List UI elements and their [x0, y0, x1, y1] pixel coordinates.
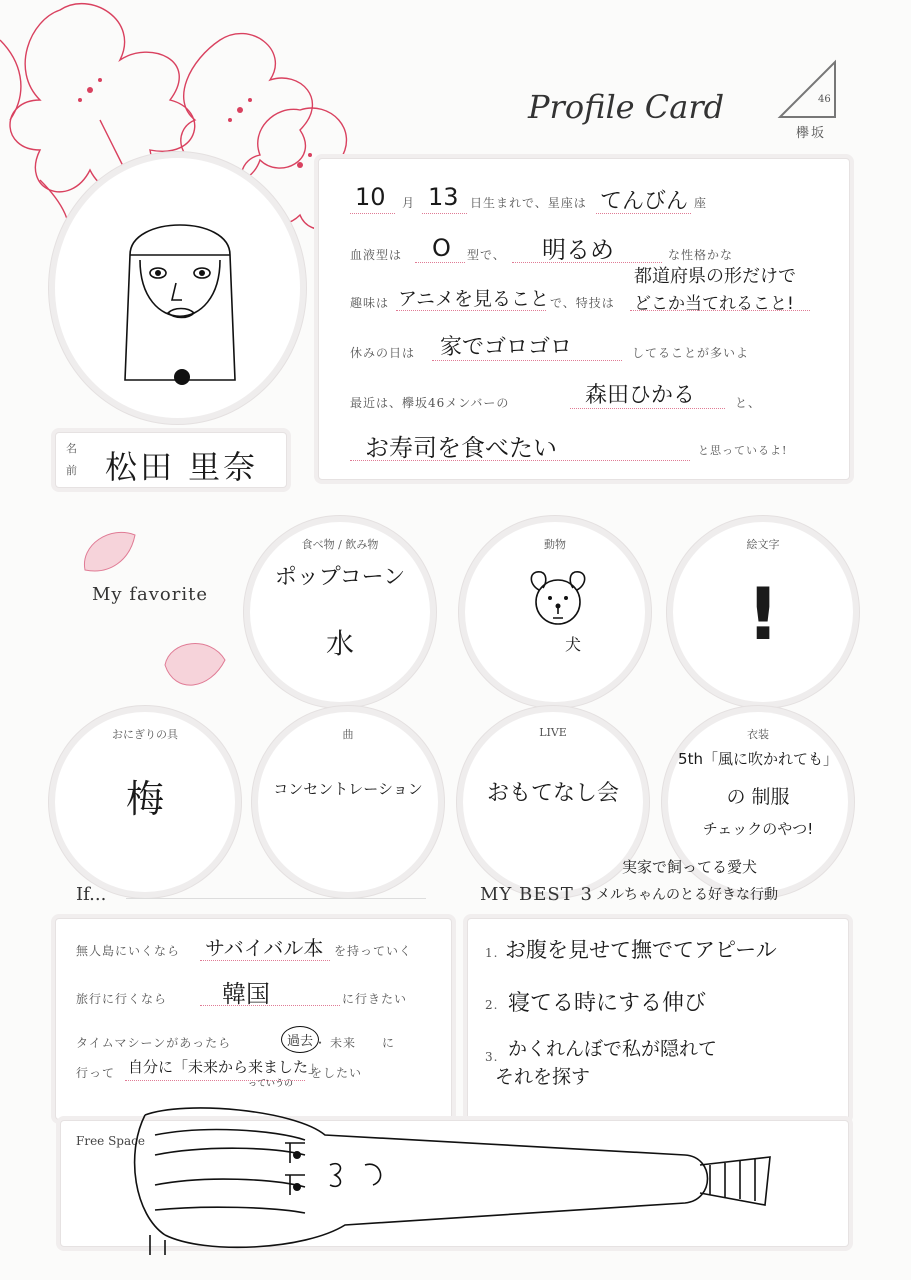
favorite-food-value-2: 水 — [325, 627, 354, 660]
holiday-label: 休みの日は — [350, 346, 416, 360]
portrait-drawing — [110, 205, 250, 395]
favorite-costume-value-1: 5th「風に吹かれても」 — [678, 750, 838, 768]
blood-type: O — [432, 234, 451, 262]
skill-line — [630, 310, 810, 311]
travel-suffix: に行きたい — [342, 992, 408, 1006]
best3-num-3: 3. — [485, 1050, 499, 1064]
favorite-live — [463, 712, 643, 892]
recent-label: 最近は、欅坂46メンバーの — [350, 396, 510, 410]
petal-illustration — [160, 635, 230, 695]
do-note: っていうの — [248, 1079, 294, 1089]
petal-illustration — [80, 525, 140, 575]
favorite-song — [258, 712, 438, 892]
birth-month-line — [350, 213, 395, 214]
past-option: 過去 — [281, 1026, 319, 1053]
ni-label: に — [382, 1036, 396, 1050]
blood-line — [415, 262, 465, 263]
birth-month-unit: 月 — [402, 196, 416, 210]
dog-drawing — [523, 564, 593, 634]
favorite-costume-value-3: チェックのやつ! — [702, 820, 814, 838]
travel-label: 旅行に行くなら — [76, 992, 168, 1006]
best3-item-2: 寝てる時にする伸び — [508, 991, 707, 1016]
favorite-food-label: 食べ物 / 飲み物 — [301, 538, 379, 551]
favorite-onigiri — [55, 712, 235, 892]
favorite-song-label: 曲 — [342, 728, 354, 741]
favorite-animal-label: 動物 — [544, 538, 566, 551]
hobby-label: 趣味は — [350, 296, 390, 310]
name-label-bottom: 前 — [66, 464, 78, 477]
member-line — [570, 408, 725, 409]
birth-text: 日生まれで、星座は — [470, 196, 587, 210]
favorite-song-value: コンセントレーション — [273, 780, 423, 798]
free-space-title: Free Space — [76, 1134, 145, 1148]
holiday-suffix: してることが多いよ — [632, 346, 750, 360]
wish-suffix: と思っているよ! — [698, 444, 788, 457]
go-label: 行って — [76, 1066, 116, 1080]
hobby: アニメを見ること — [398, 288, 550, 310]
if-title: If... — [76, 884, 107, 905]
favorite-live-value: おもてなし会 — [486, 781, 619, 806]
do-suffix: をしたい — [310, 1066, 363, 1080]
name-label-top: 名 — [66, 442, 78, 455]
skill-line-1: 都道府県の形だけで — [634, 266, 796, 287]
recent-suffix: と、 — [735, 396, 762, 410]
favorite-food-value-1: ポップコーン — [274, 565, 406, 590]
favorite-animal-value: 犬 — [564, 635, 581, 654]
if-title-rule — [126, 898, 426, 899]
travel-line — [200, 1005, 340, 1006]
favorite-onigiri-value: 梅 — [125, 777, 164, 821]
favorite-costume-value-2: の 制服 — [726, 786, 790, 808]
island-answer: サバイバル本 — [205, 936, 324, 960]
option-dot: ・ — [314, 1036, 328, 1050]
free-space-drawing — [125, 1095, 775, 1255]
personality: 明るめ — [542, 236, 614, 264]
do-answer: 自分に「未来から来ました」 — [128, 1058, 324, 1076]
time-label: タイムマシーンがあったら — [76, 1036, 232, 1050]
wish: お寿司を食べたい — [365, 434, 557, 462]
favorite-emoji — [673, 522, 853, 702]
best3-theme-line-2: メルちゃんのとる好きな行動 — [596, 887, 778, 903]
sign-suffix: 座 — [694, 196, 708, 210]
best3-item-3-cont: それを探す — [495, 1066, 591, 1088]
member: 森田ひかる — [585, 383, 696, 408]
holiday-line — [432, 360, 622, 361]
logo-triangle-icon — [780, 62, 840, 122]
favorite-onigiri-label: おにぎりの具 — [112, 728, 178, 741]
future-option: 未来 — [330, 1036, 357, 1050]
page-title: Profile Card — [528, 88, 725, 126]
best3-title: MY BEST 3 — [480, 884, 593, 905]
do-line — [125, 1080, 305, 1081]
favorite-emoji-label: 絵文字 — [746, 538, 780, 551]
island-suffix: を持っていく — [334, 944, 413, 958]
hobby-line — [396, 310, 546, 311]
logo-number: 46 — [818, 94, 831, 105]
blood-suffix: 型で、 — [467, 248, 506, 262]
skill-label: で、特技は — [550, 296, 615, 310]
best3-theme-line-1: 実家で飼ってる愛犬 — [622, 858, 758, 876]
wish-line — [350, 460, 690, 461]
logo-text: 欅坂 — [796, 126, 827, 141]
island-line — [200, 960, 330, 961]
birth-day-line — [422, 213, 467, 214]
favorite-emoji-value: ! — [746, 572, 780, 656]
best3-num-1: 1. — [485, 946, 499, 960]
island-label: 無人島にいくなら — [76, 944, 181, 958]
best3-item-1: お腹を見せて撫でてアピール — [505, 938, 777, 962]
favorite-title: My favorite — [92, 584, 208, 605]
favorite-food — [250, 522, 430, 702]
personality-suffix: な性格かな — [668, 248, 734, 262]
skill-line-2: どこか当てれること! — [634, 294, 794, 314]
favorite-costume-label: 衣装 — [747, 728, 769, 741]
name-value: 松田 里奈 — [105, 448, 259, 486]
favorite-animal — [465, 522, 645, 702]
zodiac-sign: てんびん — [600, 189, 689, 214]
best3-item-3: かくれんぼで私が隠れて — [508, 1038, 718, 1060]
sign-line — [596, 213, 691, 214]
best3-num-2: 2. — [485, 998, 499, 1012]
travel-answer: 韓国 — [222, 980, 270, 1008]
birth-day: 13 — [428, 183, 459, 211]
birth-month: 10 — [355, 183, 386, 211]
blood-label: 血液型は — [350, 248, 403, 262]
holiday: 家でゴロゴロ — [440, 335, 573, 360]
favorite-live-label: LIVE — [539, 726, 567, 739]
